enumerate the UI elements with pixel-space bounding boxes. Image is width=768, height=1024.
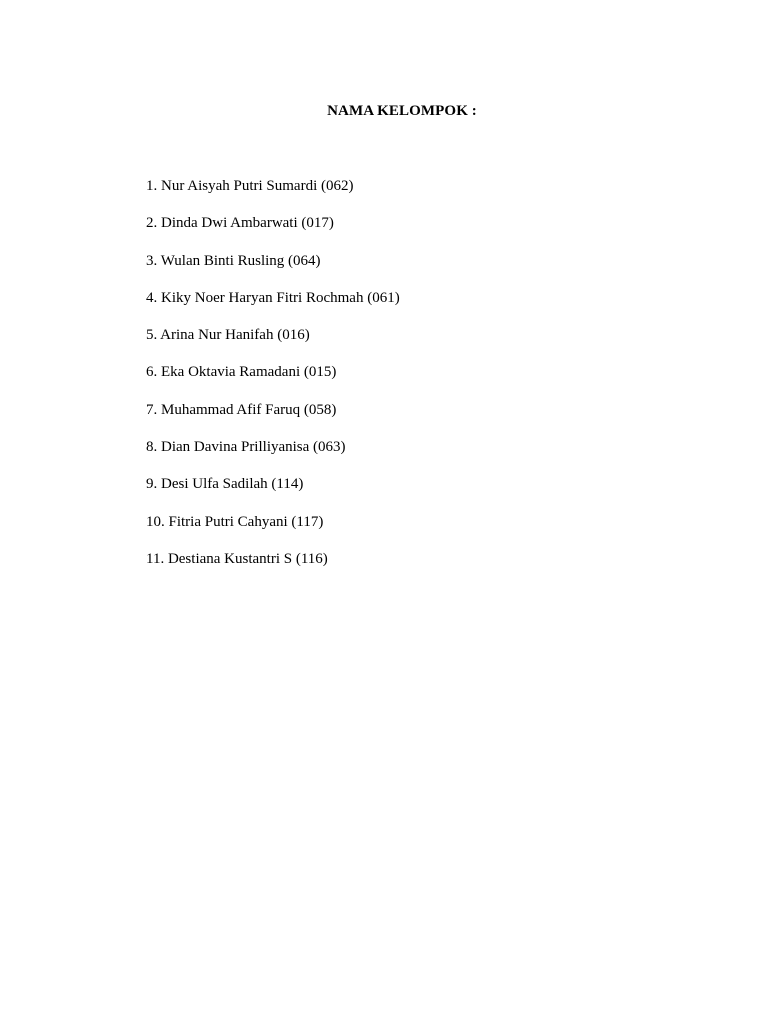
member-item: 7. Muhammad Afif Faruq (058) xyxy=(146,401,337,418)
member-item: 5. Arina Nur Hanifah (016) xyxy=(146,327,310,344)
member-item: 6. Eka Oktavia Ramadani (015) xyxy=(146,364,337,381)
member-item: 8. Dian Davina Prilliyanisa (063) xyxy=(146,439,346,456)
member-list xyxy=(146,177,400,587)
member-item: 2. Dinda Dwi Ambarwati (017) xyxy=(146,215,334,232)
member-item: 11. Destiana Kustantri S (116) xyxy=(146,550,328,567)
member-item: 4. Kiky Noer Haryan Fitri Rochmah (061) xyxy=(146,289,400,306)
document-title: NAMA KELOMPOK : xyxy=(327,103,477,119)
member-item: 10. Fitria Putri Cahyani (117) xyxy=(146,513,324,530)
member-item: 9. Desi Ulfa Sadilah (114) xyxy=(146,476,304,493)
member-item: 3. Wulan Binti Rusling (064) xyxy=(146,252,321,269)
member-item: 1. Nur Aisyah Putri Sumardi (062) xyxy=(146,178,354,194)
